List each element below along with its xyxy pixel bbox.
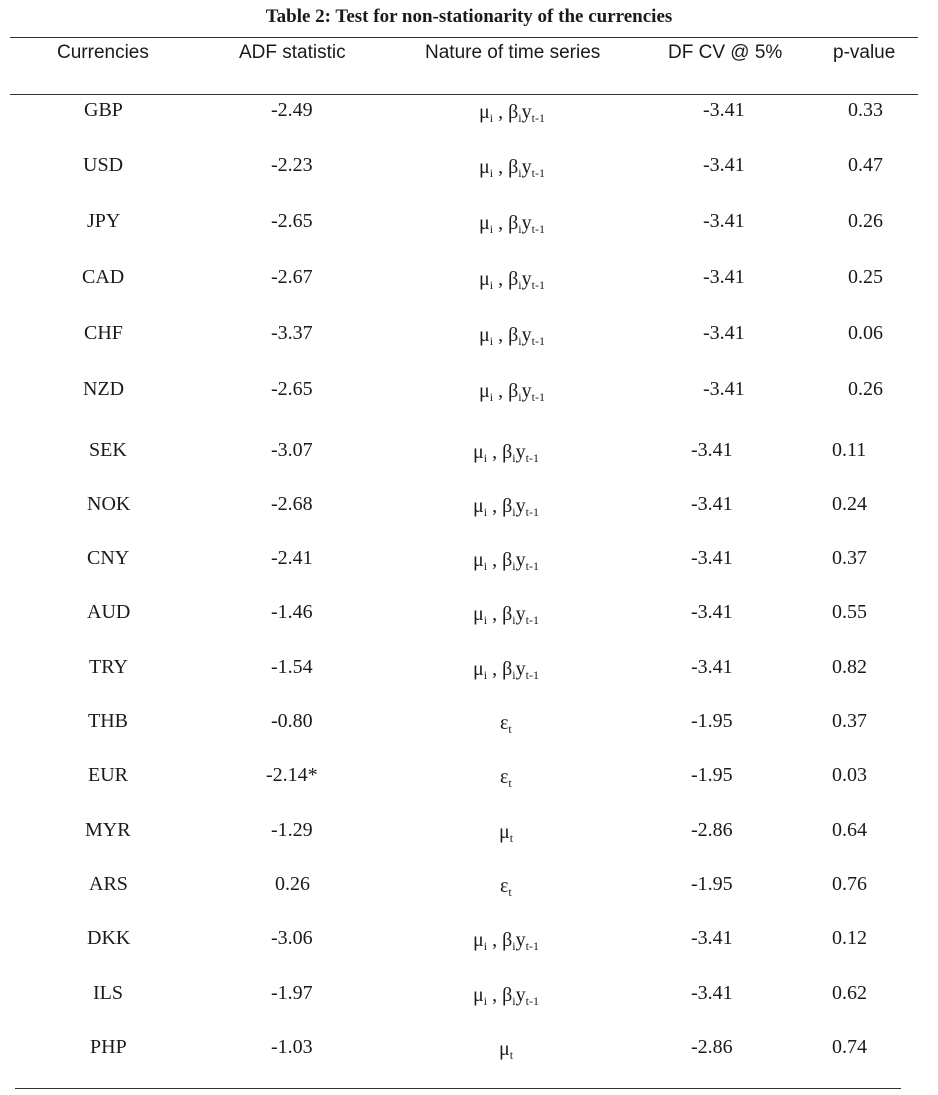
nature-of-series: $\mu_t$ [499,1038,514,1062]
df-critical-value: -2.86 [691,1036,733,1058]
adf-statistic: -3.37 [271,322,313,344]
currency-chf: CHF [84,322,123,344]
currency-cny: CNY [87,547,130,569]
currency-ars: ARS [89,873,128,895]
nature-of-series: $\mu_i$ , $\beta_iy_{t-1}$ [479,268,545,292]
p-value: 0.24 [832,493,867,515]
p-value: 0.03 [832,764,867,786]
p-value: 0.33 [848,99,883,121]
adf-statistic: -1.54 [271,656,313,678]
nature-of-series: $\mu_i$ , $\beta_iy_{t-1}$ [479,156,545,180]
adf-statistic: -1.29 [271,819,313,841]
header-rule [10,94,918,95]
nature-of-series: $\mu_i$ , $\beta_iy_{t-1}$ [473,658,539,682]
p-value: 0.25 [848,266,883,288]
df-critical-value: -3.41 [691,927,733,949]
nature-of-series: $\varepsilon_t$ [500,712,512,736]
nature-of-series: $\mu_i$ , $\beta_iy_{t-1}$ [473,929,539,953]
header-nature: Nature of time series [425,42,601,63]
df-critical-value: -3.41 [691,547,733,569]
p-value: 0.64 [832,819,867,841]
p-value: 0.26 [848,210,883,232]
header-adf-statistic: ADF statistic [239,42,346,63]
p-value: 0.76 [832,873,867,895]
nature-of-series: $\mu_i$ , $\beta_iy_{t-1}$ [473,603,539,627]
p-value: 0.11 [832,439,867,461]
nature-of-series: $\mu_i$ , $\beta_iy_{t-1}$ [479,101,545,125]
p-value: 0.37 [832,547,867,569]
currency-aud: AUD [87,601,131,623]
currency-nzd: NZD [83,378,125,400]
currency-php: PHP [90,1036,127,1058]
df-critical-value: -1.95 [691,873,733,895]
p-value: 0.55 [832,601,867,623]
nature-of-series: $\mu_i$ , $\beta_iy_{t-1}$ [479,380,545,404]
header-p-value: p-value [833,42,896,63]
currency-try: TRY [89,656,128,678]
p-value: 0.12 [832,927,867,949]
df-critical-value: -3.41 [703,378,745,400]
df-critical-value: -1.95 [691,764,733,786]
nature-of-series: $\mu_i$ , $\beta_iy_{t-1}$ [473,495,539,519]
df-critical-value: -3.41 [691,982,733,1004]
p-value: 0.62 [832,982,867,1004]
adf-statistic: -2.23 [271,154,313,176]
currency-cad: CAD [82,266,125,288]
nature-of-series: $\mu_i$ , $\beta_iy_{t-1}$ [479,324,545,348]
bottom-rule [15,1088,901,1089]
adf-statistic: -3.07 [271,439,313,461]
adf-statistic: -2.68 [271,493,313,515]
adf-statistic: -2.49 [271,99,313,121]
adf-statistic: -1.03 [271,1036,313,1058]
df-critical-value: -3.41 [691,493,733,515]
adf-statistic: -3.06 [271,927,313,949]
p-value: 0.06 [848,322,883,344]
df-critical-value: -3.41 [691,439,733,461]
nature-of-series: $\varepsilon_t$ [500,766,512,790]
nature-of-series: $\mu_i$ , $\beta_iy_{t-1}$ [473,441,539,465]
nature-of-series: $\mu_i$ , $\beta_iy_{t-1}$ [479,212,545,236]
df-critical-value: -3.41 [703,322,745,344]
header-currencies: Currencies [57,42,149,63]
df-critical-value: -3.41 [691,601,733,623]
adf-statistic: -1.46 [271,601,313,623]
p-value: 0.26 [848,378,883,400]
currency-dkk: DKK [87,927,131,949]
top-rule [10,37,918,38]
adf-statistic: -1.97 [271,982,313,1004]
currency-eur: EUR [88,764,128,786]
nature-of-series: $\mu_i$ , $\beta_iy_{t-1}$ [473,984,539,1008]
adf-statistic: -2.41 [271,547,313,569]
p-value: 0.37 [832,710,867,732]
adf-statistic: -2.67 [271,266,313,288]
currency-usd: USD [83,154,124,176]
nature-of-series: $\varepsilon_t$ [500,875,512,899]
currency-sek: SEK [89,439,127,461]
df-critical-value: -3.41 [703,99,745,121]
currency-thb: THB [88,710,128,732]
header-df-cv: DF CV @ 5% [668,42,783,63]
nature-of-series: $\mu_t$ [499,821,514,845]
df-critical-value: -3.41 [691,656,733,678]
currency-ils: ILS [93,982,123,1004]
p-value: 0.47 [848,154,883,176]
p-value: 0.74 [832,1036,867,1058]
df-critical-value: -2.86 [691,819,733,841]
adf-statistic: 0.26 [275,873,310,895]
currency-jpy: JPY [87,210,121,232]
p-value: 0.82 [832,656,867,678]
adf-statistic: -2.65 [271,378,313,400]
table-title: Table 2: Test for non-stationarity of the currencies [265,6,673,27]
df-critical-value: -3.41 [703,210,745,232]
nature-of-series: $\mu_i$ , $\beta_iy_{t-1}$ [473,549,539,573]
adf-statistic: -2.65 [271,210,313,232]
df-critical-value: -1.95 [691,710,733,732]
currency-nok: NOK [87,493,131,515]
df-critical-value: -3.41 [703,154,745,176]
df-critical-value: -3.41 [703,266,745,288]
adf-statistic: -2.14* [266,764,318,786]
currency-gbp: GBP [84,99,123,121]
currency-myr: MYR [85,819,131,841]
adf-statistic: -0.80 [271,710,313,732]
